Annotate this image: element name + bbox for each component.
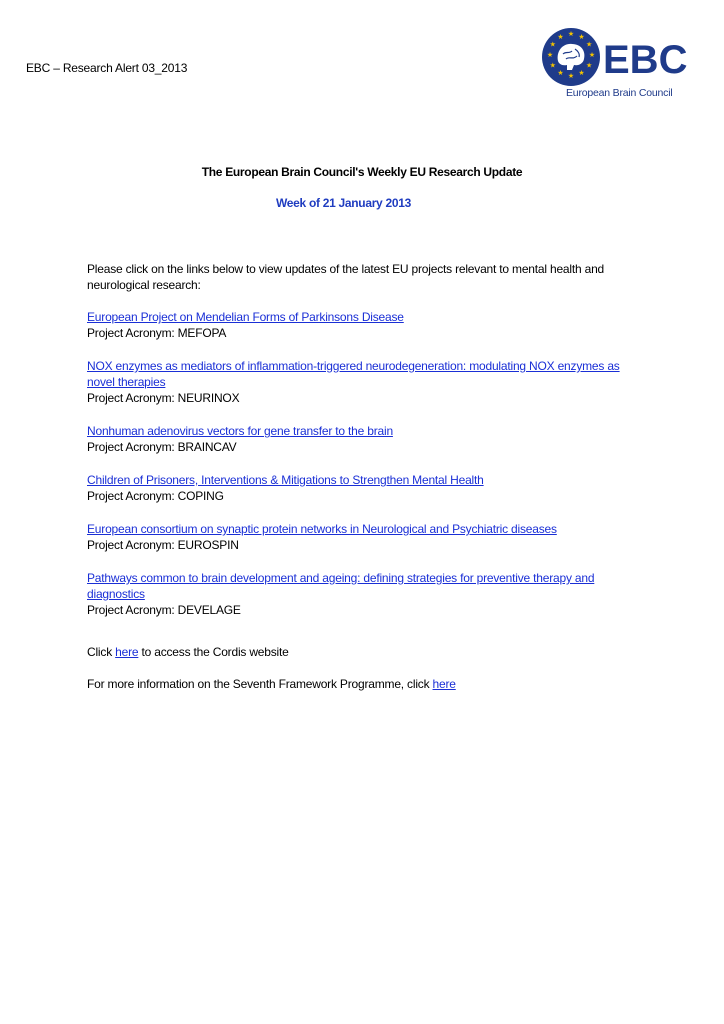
project-item bbox=[87, 358, 647, 406]
project-acronym: Project Acronym: EUROSPIN bbox=[87, 538, 239, 552]
project-acronym: Project Acronym: MEFOPA bbox=[87, 326, 227, 340]
research-alert-label: EBC – Research Alert 03_2013 bbox=[26, 61, 188, 75]
project-item bbox=[87, 309, 647, 341]
ebc-logo-graphic bbox=[541, 27, 688, 87]
logo-caption: European Brain Council bbox=[566, 87, 673, 99]
svg-text:★: ★ bbox=[567, 72, 575, 80]
logo-wordmark: EBC bbox=[603, 38, 688, 82]
svg-text:★: ★ bbox=[567, 30, 575, 38]
project-item bbox=[87, 570, 647, 618]
svg-text:★: ★ bbox=[586, 61, 593, 70]
cordis-here-link[interactable]: here bbox=[115, 645, 139, 659]
main-content bbox=[87, 261, 647, 692]
project-link-braincav[interactable]: Nonhuman adenovirus vectors for gene transfer to the brain bbox=[87, 424, 393, 438]
fp7-here-link[interactable]: here bbox=[432, 677, 456, 691]
project-item bbox=[87, 472, 647, 504]
svg-text:★: ★ bbox=[557, 32, 564, 41]
svg-text:★: ★ bbox=[578, 69, 585, 78]
project-acronym: Project Acronym: COPING bbox=[87, 489, 224, 503]
svg-text:★: ★ bbox=[557, 69, 564, 78]
project-acronym: Project Acronym: NEURINOX bbox=[87, 391, 240, 405]
fp7-prefix: For more information on the Seventh Framework Programme, click bbox=[87, 677, 433, 691]
svg-text:★: ★ bbox=[546, 51, 554, 59]
svg-text:★: ★ bbox=[549, 61, 556, 70]
cordis-prefix: Click bbox=[87, 645, 116, 659]
project-link-develage[interactable]: Pathways common to brain development and ageing: defining strategies for preventive therapy and diagnostics bbox=[87, 571, 595, 601]
project-acronym: Project Acronym: BRAINCAV bbox=[87, 440, 237, 454]
fp7-line bbox=[87, 676, 647, 692]
svg-text:★: ★ bbox=[586, 40, 593, 49]
page-title: The European Brain Council's Weekly EU Research Update bbox=[201, 165, 523, 179]
svg-text:★: ★ bbox=[578, 32, 585, 41]
project-link-mefopa[interactable]: European Project on Mendelian Forms of Parkinsons Disease bbox=[87, 310, 404, 324]
project-item bbox=[87, 521, 647, 553]
svg-text:★: ★ bbox=[588, 51, 596, 59]
project-link-eurospin[interactable]: European consortium on synaptic protein networks in Neurological and Psychiatric diseases bbox=[87, 522, 557, 536]
project-link-neurinox[interactable]: NOX enzymes as mediators of inflammation-triggered neurodegeneration: modulating NOX enzymes as novel therapies bbox=[87, 359, 620, 389]
project-acronym: Project Acronym: DEVELAGE bbox=[87, 603, 241, 617]
page-subtitle: Week of 21 January 2013 bbox=[276, 196, 411, 210]
project-item bbox=[87, 423, 647, 455]
cordis-line bbox=[87, 644, 647, 660]
intro-text: Please click on the links below to view updates of the latest EU projects relevant to mental health and neurological research: bbox=[87, 262, 605, 292]
cordis-suffix: to access the Cordis website bbox=[138, 645, 289, 659]
project-link-coping[interactable]: Children of Prisoners, Interventions & Mitigations to Strengthen Mental Health bbox=[87, 473, 484, 487]
svg-text:★: ★ bbox=[549, 40, 556, 49]
